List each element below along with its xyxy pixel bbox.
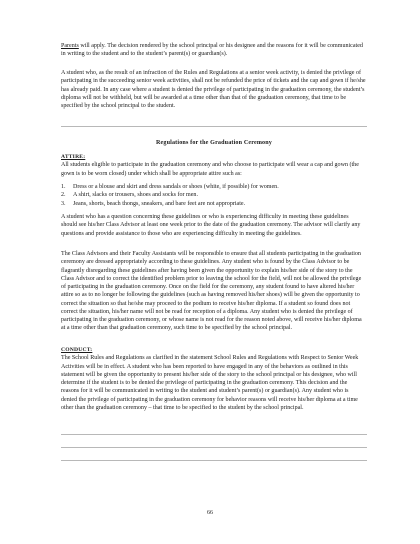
section-title: Regulations for the Graduation Ceremony	[156, 140, 272, 146]
parents-word: Parents	[61, 43, 79, 49]
intro-paragraph-1	[61, 42, 366, 59]
attire-intro: All students eligible to participate in the graduation ceremony and who choose to participate will wear a cap and gown (the gown is to be worn closed) under which shall be appropriate attire such as:	[61, 162, 359, 177]
divider-bottom-2	[61, 447, 367, 448]
attire-list	[61, 183, 366, 208]
conduct-heading: CONDUCT:	[61, 347, 93, 353]
attire-section	[61, 153, 366, 178]
intro-paragraph-1-text: will apply. The decision rendered by the school principal or his designee and the reasons for it will be communicated in writing to the student and to the student’s parent(s) or guardian(s).	[61, 43, 363, 58]
attire-list-item: 2. A shirt, slacks or trousers, shoes and socks for men.	[61, 192, 198, 199]
attire-advisors-paragraph: The Class Advisors and their Faculty Assistants will be responsible to ensure that all students participating in the graduation ceremony are dressed appropriately according to these guidelines. Any student who is found by the Class Advisor to be flagrantly disregarding these guidelines after having been given the opportunity to explain his/her side of the story to the Class Advisor and to correct the identified problem prior to leaving the school for the field, will not be allowed the privilege of participating in the graduation ceremony. Once on the field for the ceremony, any student found to have altered his/her attire so as to no longer be following the guidelines (such as having removed his/her shoes) will be given the opportunity to correct the situation so that he/she may proceed to the podium to receive his/her diploma. If a student so found does not correct the situation, his/her name will not be read for reception of a diploma. Any student who is denied the privilege of participating in the graduation ceremony, or whose name is not read for the reason noted above, will receive his/her diploma at a time other than that graduation ceremony, such time to be specified by the school principal.	[61, 251, 362, 332]
conduct-text: The School Rules and Regulations as clarified in the statement School Rules and Regulations with Respect to Senior Week Activities will be in effect. A student who has been reported to have engaged in any of the behaviors as outlined in this statement will be given the opportunity to present his/her side of the story to the school principal or his designee, who will determine if the student is to be denied the privilege of participating in the graduation ceremony. This decision and the reasons for it will be communicated in writing to the student and student’s parent(s) or guardian(s). Any student who is denied the privilege of participating in the graduation ceremony for behavior reasons will receive his/her diploma at a time other than the graduation ceremony – that time to be specified to the student by the school principal.	[61, 355, 359, 411]
attire-question-paragraph: A student who has a question concerning these guidelines or who is experiencing difficulty in meeting these guidelines should see his/her Class Advisor at least one week prior to the date of the graduation ceremony. The advisor will clarify any questions and provide assistance to those who are experiencing difficulty in meeting the guidelines.	[61, 214, 361, 237]
divider-bottom-1	[61, 434, 367, 435]
intro-paragraph-2-text: A student who, as the result of an infraction of the Rules and Regulations at a senior week activity, is denied the privilege of participating in the succeeding senior week activities, shall not be refunded the price of tickets and the cap and gown if he/she has already paid. In any case where a student is denied the privilege of participating in the graduation ceremony, the student’s diploma will not be withheld, but will be awarded at a time other than that of the graduation ceremony, that time to be specified by the school principal to the student.	[61, 70, 366, 109]
divider-bottom-3	[61, 460, 367, 461]
intro-paragraph-2	[61, 69, 366, 110]
attire-list-item: 3. Jeans, shorts, beach thongs, sneakers, and bare feet are not appropriate.	[61, 200, 246, 207]
page-number: 66	[207, 510, 213, 516]
attire-list-block	[61, 183, 366, 208]
conduct-section	[61, 346, 366, 412]
divider-top	[61, 126, 367, 127]
attire-list-item: 1. Dress or a blouse and skirt and dress sandals or shoes (white, if possible) for women.	[61, 184, 279, 190]
attire-heading: ATTIRE:	[61, 154, 86, 160]
